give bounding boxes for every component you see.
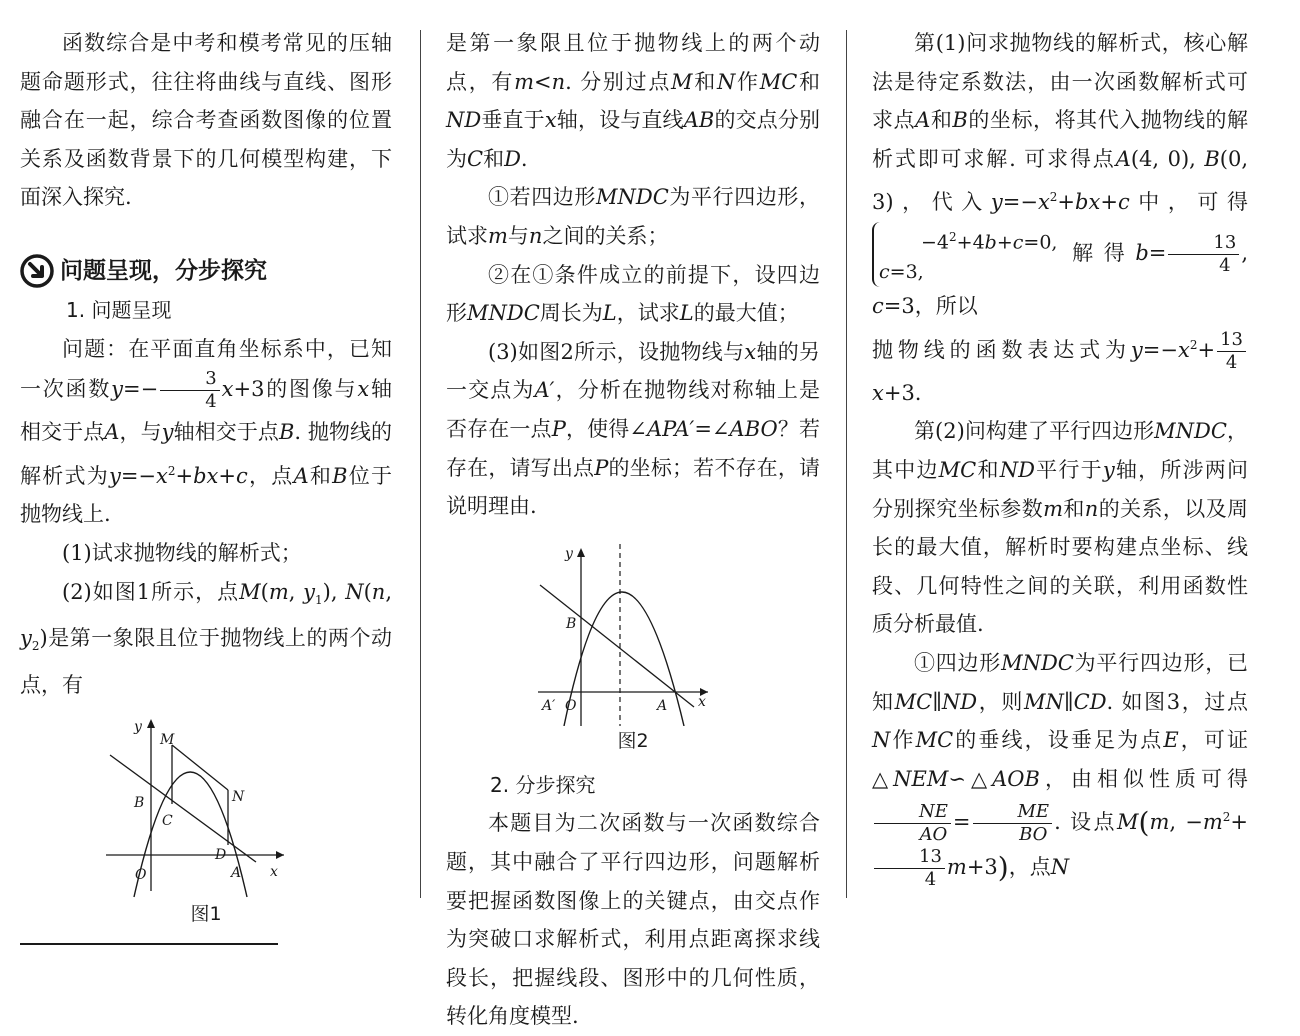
- fraction: $\frac{13}{4}$: [874, 846, 945, 891]
- question-1: (1)试求抛物线的解析式；: [62, 540, 302, 565]
- question-3: (3)如图2所示，设抛物线与x轴的另一交点为A′，分析在抛物线对称轴上是否存在一点P，使得∠APA′=∠ABO？若存在，请写出点P的坐标；若不存在，请说明理由.: [446, 339, 821, 519]
- figure-1: [106, 719, 306, 899]
- svg-text:D: D: [215, 846, 227, 863]
- svg-text:O: O: [135, 866, 147, 883]
- svg-text:B: B: [566, 615, 577, 632]
- svg-text:C: C: [162, 812, 173, 829]
- column-divider: [846, 30, 847, 898]
- solution-3: ①四边形MNDC为平行四边形，已知MC∥ND，则MN∥CD. 如图3，过点N作MC的垂线，设垂足为点E，可证△NEM∽△AOB，由相似性质可得 $\frac{NE}{AO}$ = $\frac{ME}{BO}$ . 设点M(m, $-m^2+$ $\frac{13}{4}$ m+3)，点N: [872, 651, 1249, 891]
- svg-text:y: y: [565, 545, 573, 562]
- svg-text:N: N: [232, 788, 245, 805]
- fraction: $\frac{ME}{BO}$: [973, 801, 1053, 846]
- question-2-part-2: ②在①条件成立的前提下，设四边形MNDC周长为L，试求L的最大值；: [446, 262, 820, 326]
- figure-2-caption: 图2: [617, 729, 649, 752]
- column-left: [20, 24, 392, 929]
- subheading-problem: 1. 问题呈现: [66, 297, 172, 322]
- question-2: (2)如图1所示，点M(m, $y_1$), N(n, $y_2$)是第一象限且位于抛物线上的两个动点，有: [20, 579, 392, 698]
- column-middle: [446, 24, 820, 1036]
- figure-2: [538, 540, 728, 726]
- column-right: [872, 24, 1248, 891]
- fraction: $\frac{NE}{AO}$: [874, 801, 951, 846]
- svg-text:y: y: [134, 718, 142, 735]
- footnote-rule: [20, 943, 278, 945]
- question-2-continued: 是第一象限且位于抛物线上的两个动点，有m<n. 分别过点M和N作MC和ND垂直于x轴，设与直线AB的交点分别为C和D.: [446, 31, 821, 171]
- svg-text:A′: A′: [542, 697, 556, 714]
- svg-text:O: O: [565, 697, 577, 714]
- svg-text:A: A: [231, 864, 242, 881]
- svg-text:x: x: [270, 863, 278, 880]
- svg-text:x: x: [698, 693, 706, 710]
- svg-text:M: M: [160, 731, 175, 748]
- svg-text:B: B: [134, 794, 145, 811]
- analysis-paragraph: 本题目为二次函数与一次函数综合题，其中融合了平行四边形，问题解析要把握函数图像上的关键点，由交点作为突破口求解析式，利用点距离探求线段长，把握线段、图形中的几何性质，转化角度模型.: [446, 811, 820, 1029]
- equation-system: $-4^2+4b+c=0$, c=3,: [872, 222, 1057, 287]
- fraction: $\frac{3}{4}$: [160, 368, 219, 413]
- fraction: $\frac{13}{4}$: [1217, 329, 1246, 374]
- column-divider: [420, 30, 421, 898]
- intro-paragraph: 函数综合是中考和模考常见的压轴题命题形式，往往将曲线与直线、图形融合在一起，综合考查函数图像的位置关系及函数背景下的几何模型构建，下面深入探究.: [20, 31, 392, 210]
- section-arrow-icon: [20, 254, 54, 288]
- section-heading-text: 问题呈现，分步探究: [60, 257, 267, 284]
- figure-1-caption: 图1: [190, 902, 222, 925]
- solution-1-result: 抛物线的函数表达式为$y=-x^2+$ $\frac{13}{4}$ x+3.: [872, 326, 1248, 413]
- problem-statement: 问题：在平面直角坐标系中，已知一次函数y=− $\frac{3}{4}$ x+3的图像与x轴相交于点A，与y轴相交于点B. 抛物线的解析式为$y=-x^2+bx+c$，点A和B位于抛物线上.: [20, 336, 393, 527]
- solution-2: 第(2)问构建了平行四边形MNDC，其中边MC和ND平行于y轴，所涉两问分别探究坐标参数m和n的关系，以及周长的最大值，解析时要构建点坐标、线段、几何特性之间的关联，利用函数性质分析最值.: [872, 419, 1249, 637]
- section-heading: [20, 251, 392, 291]
- fraction: $\frac{13}{4}$: [1168, 232, 1239, 277]
- subheading-analysis: 2. 分步探究: [490, 772, 596, 797]
- question-2-part-1: ①若四边形MNDC为平行四边形，试求m与n之间的关系；: [446, 185, 821, 248]
- solution-1: 第(1)问求抛物线的解析式，核心解法是待定系数法，由一次函数解析式可求点A和B的坐标，将其代入抛物线的解析式即可求解. 可求得点A(4, 0), B(0, 3)，代入$y=-x^2+bx+c$中，可得$-4^2+4b+c=0$, c=3,解得b= $\frac{13}{4}$ , c=3，所以: [872, 31, 1249, 319]
- svg-text:A: A: [657, 697, 668, 714]
